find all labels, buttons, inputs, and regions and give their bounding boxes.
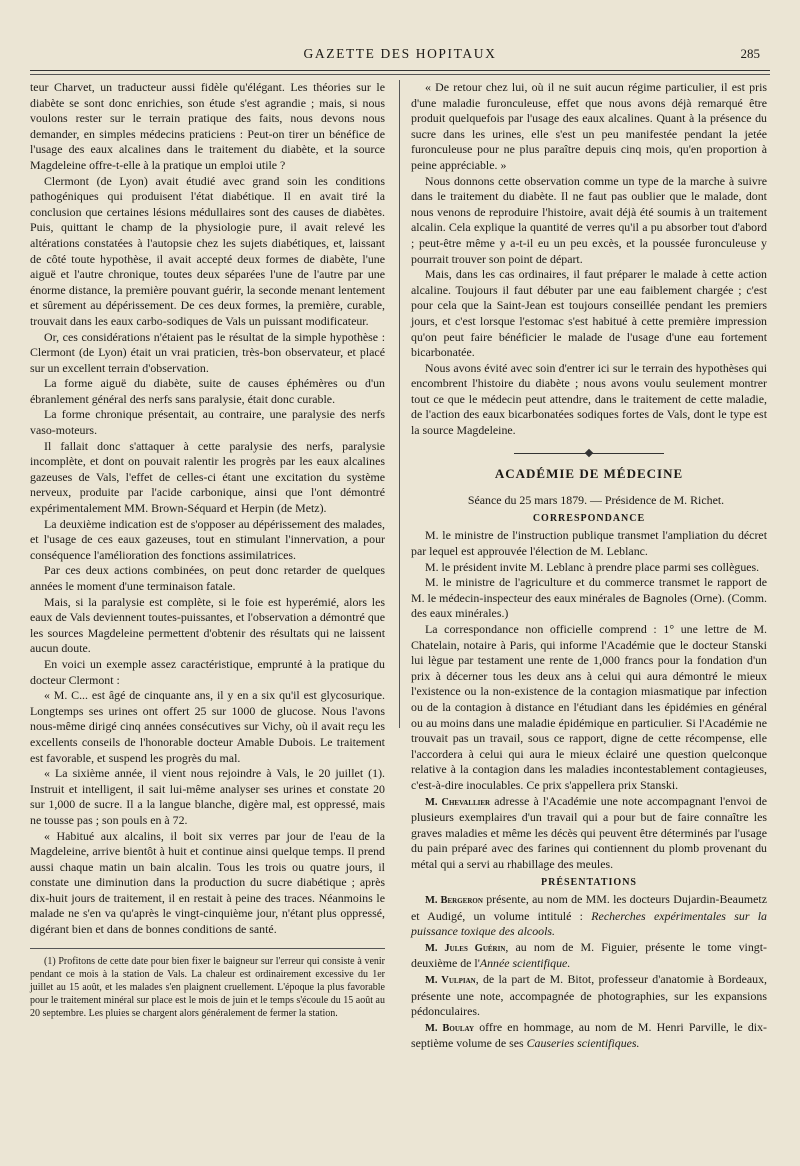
speaker-name: M. Chevallier — [425, 796, 491, 808]
left-column — [30, 80, 385, 1020]
paragraph: Nous avons évité avec soin d'entrer ici sur le terrain des hypothèses qui encombrent l'histoire du diabète ; nous avons voulu seulement montrer tout ce que le médecin peut attendre, dans le traitement de cette maladie, de l'action des eaux bicarbonatées sodiques fortes de Vals, dont le type est la source Magdeleine. — [411, 360, 767, 438]
correspondance-heading: CORRESPONDANCE — [532, 512, 646, 524]
presentation-item — [411, 892, 767, 940]
presentation-text: de la part de M. Bitot, professeur d'anatomie à Bordeaux, présente une note, accompagnée de photographies, sur les expansions pédonculaires. — [411, 972, 767, 1019]
section-title: ACADÉMIE DE MÉDECINE — [494, 465, 684, 481]
seance-line: Séance du 25 mars 1879. — Présidence de M. Richet. — [467, 493, 725, 508]
paragraph: « De retour chez lui, où il ne suit aucun régime particulier, il est pris d'une maladie furonculeuse, effet que nous avons déjà remarqué être produit quelquefois par l'usage des eaux alcalines. Quant à la présence du sucre dans les urines, elle s'est un peu manifestée pendant la jetée furonculeuse pour ne plus paraître depuis cinq mois, qu'en proportion à peine appréciable. » — [411, 80, 767, 172]
speaker-name: M. Bergeron — [425, 895, 483, 907]
paragraph: En voici un exemple assez caractéristique, emprunté à la pratique du docteur Clermont : — [30, 656, 385, 687]
header-rule-thin — [30, 74, 770, 75]
paragraph: « Habitué aux alcalins, il boit six verres par jour de l'eau de la Magdeleine, arrive bientôt à huit et continue ainsi quelque temps. Il prend aussi chaque matin un bain alcalin. Tous les trois ou quatre jours, il constate une diminution dans la production du sucre diabétique ; après dix-huit jours de traitement, il en restait à peine des traces. Néanmoins le malade ne s'en va qu'après le vingt-cinquième jour, n'étant plus oppressé, digérant bien et dans de bonnes conditions de santé. — [30, 828, 385, 937]
presentation-item — [411, 1020, 767, 1052]
diamond-ornament — [585, 448, 593, 456]
paragraph: Nous donnons cette observation comme un type de la marche à suivre dans le traitement du diabète. Il ne faut pas oublier que le malade, dont nous venons de reproduire l'histoire, avait déjà été soumis à un traitement alcalin. Cela explique la quantité de verres qu'il a pu absorber tout d'abord ; peut-être même y a-t-il eu un peu excès, et la poussée furonculeuse y pourrait trouver son point de départ. — [411, 173, 767, 266]
paragraph: Clermont (de Lyon) avait étudié avec grand soin les conditions pathogéniques qui produisent l'état diabétique. Il en avait tiré la conclusion que certaines lésions médullaires sont des causes de diabètes. Puis, quittant le champ de la physiologie pure, il avait relevé les altérations constatées à l'autopsie chez les sujets diabétiques, et, laissant de côté toute hypothèse, il avait accepté deux formes de diabète, l'une aiguë et l'autre chronique, toutes deux séparées l'une de l'autre par une énorme distance, la première pouvant guérir, la seconde menant lentement et sûrement au dépérissement. De ces deux formes, la première, curable, trouvait dans les eaux carbo-sodiques de Vals un puissant modificateur. — [30, 173, 385, 328]
paragraph: M. le ministre de l'instruction publique transmet l'ampliation du décret par lequel est approuvée l'élection de M. Leblanc. — [411, 528, 767, 559]
paragraph: La correspondance non officielle comprend : 1° une lettre de M. Chatelain, notaire à Paris, qui informe l'Académie que le docteur Stanski lui lègue par testament une rente de 1,000 francs pour la fondation d'un prix à décerner tous les deux ans à celui qui aura démontré le mieux l'existence ou la non-existence de la contagion miasmatique par infection ou de la contagion à distance en l'étudiant dans les épidémies en général ou au moins dans une maladie épidémique en particulier. Si l'Académie ne trouvait pas un travail, sous ce rapport, digne de cette récompense, elle l'accordera à celui qui aura le mieux éclairé une question quelconque relative à la contagion dans les maladies incontestablement contagieuses, c'est-à-dire inoculables. Ce prix s'appellera prix Stanski. — [411, 622, 767, 792]
presentation-text: présente, au nom de MM. les docteurs Dujardin-Beaumetz et Audigé, un volume intitulé : — [411, 892, 767, 923]
speaker-name: M. Jules Guérin — [425, 942, 506, 954]
right-column — [411, 80, 767, 1052]
speaker-name: M. Boulay — [425, 1022, 475, 1034]
paragraph-text: adresse à l'Académie une note accompagnant l'envoi de plusieurs exemplaires d'un travail qui a pour but de faire connaître les graves maladies et même les décès qui peuvent être déterminés par l'usage du pain préparé avec des farines qui contiennent du plomb provenant du métal qui a servi au rhabillage des meules. — [411, 793, 767, 871]
paragraph: La forme chronique présentait, au contraire, une paralysie des nerfs vaso-moteurs. — [30, 407, 385, 438]
presentation-item: M. Jules Guérin, au nom de M. Figuier, présente le tome vingt-deuxième de l'Année scientifique. — [411, 939, 767, 971]
paragraph: teur Charvet, un traducteur aussi fidèle qu'élégant. Les théories sur le diabète se sont donc enrichies, son étude s'est agrandie ; mais, si nous voulons rester sur le terrain pratique des faits, nous devons nous demander, en simples médecins praticiens : Peut-on tirer un bénéfice de l'usage des eaux alcalines dans le traitement du diabète, et la source Magdeleine offre-t-elle à la pratique un emploi utile ? — [30, 80, 385, 172]
paragraph: « La sixième année, il vient nous rejoindre à Vals, le 20 juillet (1). Instruit et intelligent, il sait lui-même analyser ses urines et constate 20 sur 1,000 de sucre. Il a la langue blanche, digère mal, est oppressé, mais ne tousse pas ; son pouls en à 72. — [30, 766, 385, 827]
journal-title: GAZETTE DES HOPITAUX — [303, 46, 497, 61]
paragraph: Il fallait donc s'attaquer à cette paralysie des nerfs, paralysie incomplète, et dont on pouvait ralentir les progrès par les eaux alcalines gazeuses de Vals, l'effet de celles-ci étant une excitation du système nerveux, produite par l'acide carbonique, ainsi que l'ont démontré expérimentalement MM. Brown-Séquard et Herpin (de Metz). — [30, 438, 385, 516]
paragraph: Or, ces considérations n'étaient pas le résultat de la simple hypothèse : Clermont (de Lyon) était un vrai praticien, très-bon observateur, et placé sur un excellent terrain d'observation. — [30, 329, 385, 375]
speaker-name: M. Vulpian — [425, 975, 476, 987]
presentation-item: M. Vulpian, de la part de M. Bitot, professeur d'anatomie à Bordeaux, présente une note, accompagnée de photographies, sur les expansions pédonculaires. — [411, 972, 767, 1019]
presentation-text: offre en hommage, au nom de M. Henri Parville, le dix-septième volume de ses — [411, 1019, 767, 1051]
column-divider — [399, 80, 400, 728]
paragraph: La forme aiguë du diabète, suite de causes éphémères ou d'un ébranlement général des nerfs sans paralysie, était donc curable. — [30, 376, 385, 406]
paragraph — [411, 794, 767, 873]
paragraph: Mais, si la paralysie est complète, si le foie est hyperémié, alors les eaux de Vals deviennent toutes-puissantes, et l'observation a démontré que les sources Magdeleine permettent d'obtenir des résultats qui ne laissent aucun doute. — [30, 594, 385, 656]
book-title: Recherches expérimentales sur la puissance toxique des alcools. — [411, 908, 767, 939]
paragraph: M. le ministre de l'agriculture et du commerce transmet le rapport de M. le médecin-inspecteur des eaux minérales de Bagnoles (Orne). (Comm. des eaux minérales.) — [411, 575, 767, 621]
book-title: Causeries scientifiques. — [526, 1036, 640, 1051]
paragraph: La deuxième indication est de s'opposer au dépérissement des malades, et l'usage de ces eaux gazeuses, tout en stimulant l'innervation, a pour conséquence l'amélioration des fonctions assimilatrices. — [30, 516, 385, 562]
presentations-heading: PRÉSENTATIONS — [541, 876, 637, 888]
paragraph: Par ces deux actions combinées, on peut donc retarder de quelques années le moment d'une terminaison fatale. — [30, 563, 385, 593]
page-number: 285 — [740, 46, 760, 61]
footnote: (1) Profitons de cette date pour bien fixer le baigneur sur l'erreur qui consiste à venir pendant ce mois à la station de Vals. La chaleur est ordinairement excessive du 1er juillet au 15 août, et les malades s'en plaignent cruellement. L'époque la plus favorable pour le traitement minéral sur place est le mois de juin et le temps s'écoule du 15 août au 20 septembre. Les pluies se chargent alors généralement de fermer la station. — [30, 955, 385, 1019]
footnote-rule — [30, 948, 385, 949]
header-rule — [30, 70, 770, 71]
paragraph: M. le président invite M. Leblanc à prendre place parmi ses collègues. — [425, 559, 760, 574]
section-separator — [514, 453, 664, 454]
presentation-text: au nom de M. Figuier, présente le tome vingt-deuxième de l' — [411, 939, 767, 971]
page-header — [30, 44, 770, 66]
paragraph: « M. C... est âgé de cinquante ans, il y en a six qu'il est glycosurique. Longtemps ses urines ont offert 25 sur 1000 de glucose. Nous l'avons nous-même dirigé cinq années consécutives sur Vichy, où il avait reçu les excellents conseils de l'honorable docteur Amable Dubois. Le traitement est favorable, et suspend les progrès du mal. — [30, 688, 385, 765]
paragraph: Mais, dans les cas ordinaires, il faut préparer le malade à cette action alcaline. Toujours il faut débuter par une eau faiblement chargée ; c'est pour cela que la Saint-Jean est toujours conseillée pendant les premiers jours, et c'est lorsque l'estomac s'est habitué à cette première impression qu'on peut faire bénéficier le malade de l'usage d'une eau fortement bicarbonatée. — [411, 267, 767, 360]
book-title: Année scientifique. — [479, 956, 571, 971]
